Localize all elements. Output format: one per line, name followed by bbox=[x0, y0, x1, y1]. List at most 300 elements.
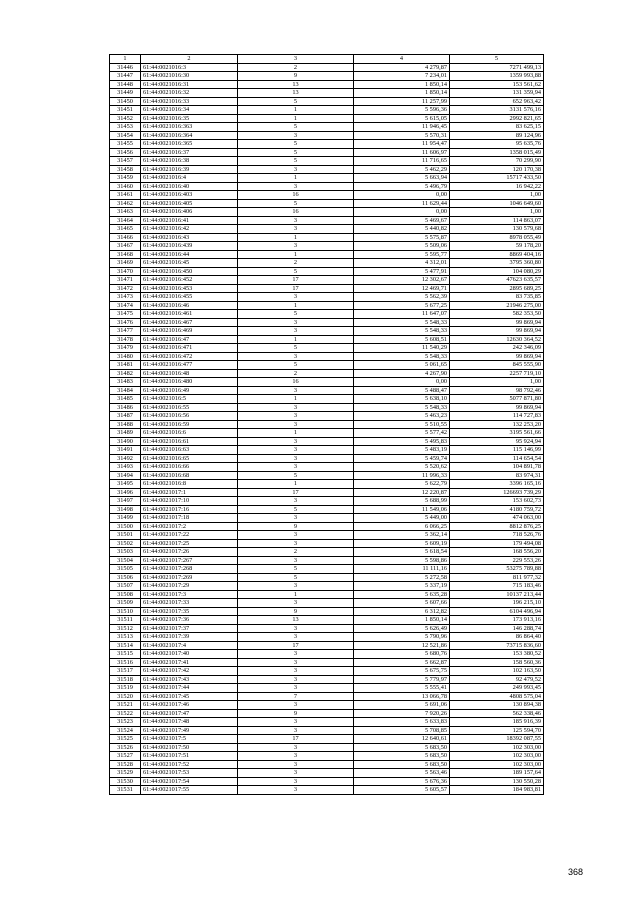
table-row bbox=[110, 718, 544, 727]
cadastral-number-cell: 61:44:0021017:33 bbox=[141, 599, 238, 608]
cadastral-number-cell: 61:44:0021016:37 bbox=[141, 148, 238, 157]
group-code-cell: 2 bbox=[238, 369, 354, 378]
row-number-cell: 31531 bbox=[110, 786, 141, 795]
specific-value-cell: 5 563,46 bbox=[354, 769, 450, 778]
group-code-cell: 1 bbox=[238, 301, 354, 310]
specific-value-cell: 5 607,66 bbox=[354, 599, 450, 608]
table-row bbox=[110, 352, 544, 361]
row-number-cell: 31450 bbox=[110, 97, 141, 106]
table-row bbox=[110, 522, 544, 531]
cadastral-number-cell: 61:44:0021017:268 bbox=[141, 565, 238, 574]
specific-value-cell: 12 302,67 bbox=[354, 276, 450, 285]
group-code-cell: 1 bbox=[238, 106, 354, 115]
table-row bbox=[110, 191, 544, 200]
cadastral-value-cell: 562 338,46 bbox=[450, 709, 544, 718]
specific-value-cell: 11 996,33 bbox=[354, 471, 450, 480]
cadastral-value-cell: 16 942,22 bbox=[450, 182, 544, 191]
cadastral-number-cell: 61:44:0021016:461 bbox=[141, 310, 238, 319]
specific-value-cell: 5 595,77 bbox=[354, 250, 450, 259]
row-number-cell: 31501 bbox=[110, 531, 141, 540]
row-number-cell: 31528 bbox=[110, 760, 141, 769]
group-code-cell: 3 bbox=[238, 658, 354, 667]
group-code-cell: 9 bbox=[238, 522, 354, 531]
row-number-cell: 31510 bbox=[110, 607, 141, 616]
cadastral-value-cell: 120 170,38 bbox=[450, 165, 544, 174]
row-number-cell: 31520 bbox=[110, 692, 141, 701]
table-row bbox=[110, 582, 544, 591]
specific-value-cell: 5 459,74 bbox=[354, 454, 450, 463]
table-row bbox=[110, 769, 544, 778]
row-number-cell: 31479 bbox=[110, 344, 141, 353]
specific-value-cell: 12 640,61 bbox=[354, 735, 450, 744]
cadastral-value-cell: 15717 433,50 bbox=[450, 174, 544, 183]
row-number-cell: 31487 bbox=[110, 412, 141, 421]
group-code-cell: 3 bbox=[238, 531, 354, 540]
cadastral-number-cell: 61:44:0021016:365 bbox=[141, 140, 238, 149]
table-row bbox=[110, 760, 544, 769]
group-code-cell: 17 bbox=[238, 735, 354, 744]
table-row bbox=[110, 650, 544, 659]
cadastral-number-cell: 61:44:0021016:405 bbox=[141, 199, 238, 208]
cadastral-number-cell: 61:44:0021017:52 bbox=[141, 760, 238, 769]
cadastral-value-cell: 89 124,96 bbox=[450, 131, 544, 140]
table-row bbox=[110, 752, 544, 761]
table-row bbox=[110, 743, 544, 752]
group-code-cell: 17 bbox=[238, 276, 354, 285]
cadastral-number-cell: 61:44:0021016:467 bbox=[141, 318, 238, 327]
cadastral-value-cell: 8869 404,16 bbox=[450, 250, 544, 259]
cadastral-value-cell: 132 253,20 bbox=[450, 420, 544, 429]
cadastral-value-cell: 70 299,90 bbox=[450, 157, 544, 166]
row-number-cell: 31503 bbox=[110, 548, 141, 557]
group-code-cell: 3 bbox=[238, 463, 354, 472]
specific-value-cell: 5 683,50 bbox=[354, 743, 450, 752]
row-number-cell: 31484 bbox=[110, 386, 141, 395]
specific-value-cell: 5 680,76 bbox=[354, 650, 450, 659]
specific-value-cell: 11 549,06 bbox=[354, 505, 450, 514]
cadastral-number-cell: 61:44:0021017:46 bbox=[141, 701, 238, 710]
cadastral-number-cell: 61:44:0021017:25 bbox=[141, 539, 238, 548]
group-code-cell: 1 bbox=[238, 480, 354, 489]
cadastral-number-cell: 61:44:0021016:34 bbox=[141, 106, 238, 115]
table-row bbox=[110, 386, 544, 395]
table-row bbox=[110, 157, 544, 166]
cadastral-value-cell: 59 178,20 bbox=[450, 242, 544, 251]
specific-value-cell: 5 609,19 bbox=[354, 539, 450, 548]
table-row bbox=[110, 369, 544, 378]
cadastral-value-cell: 153 561,62 bbox=[450, 80, 544, 89]
row-number-cell: 31512 bbox=[110, 624, 141, 633]
group-code-cell: 16 bbox=[238, 378, 354, 387]
cadastral-value-cell: 99 869,94 bbox=[450, 327, 544, 336]
table-row bbox=[110, 378, 544, 387]
specific-value-cell: 5 577,42 bbox=[354, 429, 450, 438]
cadastral-number-cell: 61:44:0021017:16 bbox=[141, 505, 238, 514]
specific-value-cell: 5 462,29 bbox=[354, 165, 450, 174]
cadastral-number-cell: 61:44:0021016:403 bbox=[141, 191, 238, 200]
table-row bbox=[110, 633, 544, 642]
specific-value-cell: 5 683,50 bbox=[354, 752, 450, 761]
cadastral-number-cell: 61:44:0021016:56 bbox=[141, 412, 238, 421]
group-code-cell: 3 bbox=[238, 318, 354, 327]
cadastral-value-cell: 95 635,76 bbox=[450, 140, 544, 149]
cadastral-value-cell: 99 869,94 bbox=[450, 352, 544, 361]
table-row bbox=[110, 514, 544, 523]
cadastral-value-cell: 5077 871,80 bbox=[450, 395, 544, 404]
cadastral-number-cell: 61:44:0021016:59 bbox=[141, 420, 238, 429]
table-row bbox=[110, 590, 544, 599]
cadastral-number-cell: 61:44:0021016:439 bbox=[141, 242, 238, 251]
row-number-cell: 31508 bbox=[110, 590, 141, 599]
table-row bbox=[110, 335, 544, 344]
group-code-cell: 3 bbox=[238, 165, 354, 174]
specific-value-cell: 5 615,05 bbox=[354, 114, 450, 123]
specific-value-cell: 5 633,83 bbox=[354, 718, 450, 727]
cadastral-value-cell: 718 526,76 bbox=[450, 531, 544, 540]
group-code-cell: 3 bbox=[238, 624, 354, 633]
column-header-3: 3 bbox=[238, 55, 354, 64]
row-number-cell: 31496 bbox=[110, 488, 141, 497]
group-code-cell: 3 bbox=[238, 777, 354, 786]
cadastral-number-cell: 61:44:0021017:5 bbox=[141, 735, 238, 744]
row-number-cell: 31481 bbox=[110, 361, 141, 370]
group-code-cell: 7 bbox=[238, 692, 354, 701]
group-code-cell: 3 bbox=[238, 403, 354, 412]
row-number-cell: 31466 bbox=[110, 233, 141, 242]
table-row bbox=[110, 777, 544, 786]
row-number-cell: 31507 bbox=[110, 582, 141, 591]
cadastral-number-cell: 61:44:0021016:480 bbox=[141, 378, 238, 387]
cadastral-value-cell: 12630 364,52 bbox=[450, 335, 544, 344]
column-header-1: 1 bbox=[110, 55, 141, 64]
table-row bbox=[110, 327, 544, 336]
group-code-cell: 13 bbox=[238, 89, 354, 98]
cadastral-number-cell: 61:44:0021017:3 bbox=[141, 590, 238, 599]
table-row bbox=[110, 293, 544, 302]
table-row bbox=[110, 131, 544, 140]
cadastral-value-table bbox=[109, 54, 544, 795]
cadastral-value-cell: 130 894,38 bbox=[450, 701, 544, 710]
cadastral-number-cell: 61:44:0021017:10 bbox=[141, 497, 238, 506]
table-row bbox=[110, 726, 544, 735]
group-code-cell: 5 bbox=[238, 573, 354, 582]
cadastral-value-cell: 86 864,40 bbox=[450, 633, 544, 642]
row-number-cell: 31527 bbox=[110, 752, 141, 761]
row-number-cell: 31511 bbox=[110, 616, 141, 625]
table-row bbox=[110, 165, 544, 174]
specific-value-cell: 5 605,57 bbox=[354, 786, 450, 795]
table-header-row bbox=[110, 55, 544, 64]
row-number-cell: 31459 bbox=[110, 174, 141, 183]
cadastral-number-cell: 61:44:0021016:364 bbox=[141, 131, 238, 140]
page-number: 368 bbox=[567, 867, 583, 877]
cadastral-value-cell: 153 602,73 bbox=[450, 497, 544, 506]
cadastral-value-cell: 83 625,15 bbox=[450, 123, 544, 132]
table-row bbox=[110, 106, 544, 115]
row-number-cell: 31491 bbox=[110, 446, 141, 455]
cadastral-number-cell: 61:44:0021016:42 bbox=[141, 225, 238, 234]
cadastral-number-cell: 61:44:0021016:406 bbox=[141, 208, 238, 217]
row-number-cell: 31498 bbox=[110, 505, 141, 514]
row-number-cell: 31519 bbox=[110, 684, 141, 693]
table-row bbox=[110, 148, 544, 157]
group-code-cell: 3 bbox=[238, 514, 354, 523]
row-number-cell: 31526 bbox=[110, 743, 141, 752]
table-row bbox=[110, 276, 544, 285]
table-row bbox=[110, 641, 544, 650]
cadastral-value-cell: 229 553,26 bbox=[450, 556, 544, 565]
cadastral-number-cell: 61:44:0021017:42 bbox=[141, 667, 238, 676]
specific-value-cell: 0,00 bbox=[354, 191, 450, 200]
row-number-cell: 31478 bbox=[110, 335, 141, 344]
cadastral-number-cell: 61:44:0021016:3 bbox=[141, 63, 238, 72]
table-row bbox=[110, 735, 544, 744]
cadastral-value-cell: 99 869,94 bbox=[450, 318, 544, 327]
table-row bbox=[110, 463, 544, 472]
table-row bbox=[110, 72, 544, 81]
group-code-cell: 5 bbox=[238, 267, 354, 276]
cadastral-value-cell: 130 550,28 bbox=[450, 777, 544, 786]
table-row bbox=[110, 225, 544, 234]
cadastral-value-cell: 1,00 bbox=[450, 378, 544, 387]
specific-value-cell: 5 483,19 bbox=[354, 446, 450, 455]
cadastral-value-cell: 115 146,99 bbox=[450, 446, 544, 455]
group-code-cell: 3 bbox=[238, 684, 354, 693]
table-row bbox=[110, 616, 544, 625]
cadastral-value-cell: 83 974,31 bbox=[450, 471, 544, 480]
cadastral-value-cell: 104 080,29 bbox=[450, 267, 544, 276]
group-code-cell: 1 bbox=[238, 335, 354, 344]
table-row bbox=[110, 573, 544, 582]
row-number-cell: 31524 bbox=[110, 726, 141, 735]
row-number-cell: 31488 bbox=[110, 420, 141, 429]
cadastral-value-cell: 99 869,94 bbox=[450, 403, 544, 412]
group-code-cell: 3 bbox=[238, 633, 354, 642]
specific-value-cell: 5 688,99 bbox=[354, 497, 450, 506]
group-code-cell: 16 bbox=[238, 191, 354, 200]
cadastral-value-cell: 1359 993,88 bbox=[450, 72, 544, 81]
cadastral-number-cell: 61:44:0021016:63 bbox=[141, 446, 238, 455]
row-number-cell: 31492 bbox=[110, 454, 141, 463]
cadastral-number-cell: 61:44:0021017:22 bbox=[141, 531, 238, 540]
specific-value-cell: 5 596,36 bbox=[354, 106, 450, 115]
cadastral-number-cell: 61:44:0021016:39 bbox=[141, 165, 238, 174]
group-code-cell: 3 bbox=[238, 182, 354, 191]
row-number-cell: 31523 bbox=[110, 718, 141, 727]
table-row bbox=[110, 310, 544, 319]
specific-value-cell: 7 920,26 bbox=[354, 709, 450, 718]
group-code-cell: 3 bbox=[238, 131, 354, 140]
specific-value-cell: 1 850,14 bbox=[354, 616, 450, 625]
row-number-cell: 31486 bbox=[110, 403, 141, 412]
table-row bbox=[110, 471, 544, 480]
row-number-cell: 31473 bbox=[110, 293, 141, 302]
specific-value-cell: 5 509,06 bbox=[354, 242, 450, 251]
group-code-cell: 3 bbox=[238, 786, 354, 795]
cadastral-number-cell: 61:44:0021017:55 bbox=[141, 786, 238, 795]
group-code-cell: 1 bbox=[238, 114, 354, 123]
row-number-cell: 31522 bbox=[110, 709, 141, 718]
group-code-cell: 17 bbox=[238, 641, 354, 650]
cadastral-number-cell: 61:44:0021016:43 bbox=[141, 233, 238, 242]
specific-value-cell: 12 469,71 bbox=[354, 284, 450, 293]
row-number-cell: 31513 bbox=[110, 633, 141, 642]
specific-value-cell: 5 575,87 bbox=[354, 233, 450, 242]
group-code-cell: 3 bbox=[238, 667, 354, 676]
table-row bbox=[110, 97, 544, 106]
group-code-cell: 3 bbox=[238, 752, 354, 761]
cadastral-value-cell: 21946 275,00 bbox=[450, 301, 544, 310]
table-row bbox=[110, 786, 544, 795]
cadastral-number-cell: 61:44:0021016:49 bbox=[141, 386, 238, 395]
specific-value-cell: 5 663,94 bbox=[354, 174, 450, 183]
row-number-cell: 31518 bbox=[110, 675, 141, 684]
row-number-cell: 31530 bbox=[110, 777, 141, 786]
row-number-cell: 31475 bbox=[110, 310, 141, 319]
table-row bbox=[110, 420, 544, 429]
group-code-cell: 17 bbox=[238, 488, 354, 497]
group-code-cell: 3 bbox=[238, 412, 354, 421]
group-code-cell: 16 bbox=[238, 208, 354, 217]
cadastral-number-cell: 61:44:0021017:269 bbox=[141, 573, 238, 582]
group-code-cell: 2 bbox=[238, 63, 354, 72]
table-row bbox=[110, 607, 544, 616]
cadastral-value-cell: 158 560,36 bbox=[450, 658, 544, 667]
cadastral-number-cell: 61:44:0021016:68 bbox=[141, 471, 238, 480]
row-number-cell: 31455 bbox=[110, 140, 141, 149]
table-row bbox=[110, 531, 544, 540]
specific-value-cell: 4 267,90 bbox=[354, 369, 450, 378]
cadastral-value-cell: 242 346,09 bbox=[450, 344, 544, 353]
group-code-cell: 1 bbox=[238, 174, 354, 183]
cadastral-value-cell: 98 792,46 bbox=[450, 386, 544, 395]
specific-value-cell: 5 677,25 bbox=[354, 301, 450, 310]
group-code-cell: 3 bbox=[238, 225, 354, 234]
cadastral-value-cell: 73715 836,60 bbox=[450, 641, 544, 650]
column-header-2: 2 bbox=[141, 55, 238, 64]
group-code-cell: 3 bbox=[238, 352, 354, 361]
cadastral-value-cell: 47623 635,57 bbox=[450, 276, 544, 285]
cadastral-value-cell: 102 303,00 bbox=[450, 743, 544, 752]
group-code-cell: 13 bbox=[238, 616, 354, 625]
cadastral-value-cell: 168 556,20 bbox=[450, 548, 544, 557]
specific-value-cell: 0,00 bbox=[354, 208, 450, 217]
row-number-cell: 31489 bbox=[110, 429, 141, 438]
specific-value-cell: 5 691,06 bbox=[354, 701, 450, 710]
group-code-cell: 9 bbox=[238, 72, 354, 81]
specific-value-cell: 4 312,01 bbox=[354, 259, 450, 268]
cadastral-value-cell: 102 163,50 bbox=[450, 667, 544, 676]
group-code-cell: 3 bbox=[238, 701, 354, 710]
group-code-cell: 5 bbox=[238, 471, 354, 480]
group-code-cell: 3 bbox=[238, 446, 354, 455]
cadastral-value-cell: 249 993,45 bbox=[450, 684, 544, 693]
cadastral-number-cell: 61:44:0021017:2 bbox=[141, 522, 238, 531]
specific-value-cell: 11 629,44 bbox=[354, 199, 450, 208]
group-code-cell: 3 bbox=[238, 293, 354, 302]
specific-value-cell: 11 946,45 bbox=[354, 123, 450, 132]
cadastral-number-cell: 61:44:0021016:5 bbox=[141, 395, 238, 404]
cadastral-number-cell: 61:44:0021017:48 bbox=[141, 718, 238, 727]
cadastral-number-cell: 61:44:0021016:35 bbox=[141, 114, 238, 123]
cadastral-value-cell: 8812 876,25 bbox=[450, 522, 544, 531]
group-code-cell: 5 bbox=[238, 505, 354, 514]
cadastral-value-cell: 4808 575,04 bbox=[450, 692, 544, 701]
group-code-cell: 9 bbox=[238, 709, 354, 718]
cadastral-number-cell: 61:44:0021016:469 bbox=[141, 327, 238, 336]
group-code-cell: 3 bbox=[238, 582, 354, 591]
table-row bbox=[110, 174, 544, 183]
group-code-cell: 3 bbox=[238, 599, 354, 608]
cadastral-number-cell: 61:44:0021017:36 bbox=[141, 616, 238, 625]
specific-value-cell: 5 440,82 bbox=[354, 225, 450, 234]
row-number-cell: 31467 bbox=[110, 242, 141, 251]
specific-value-cell: 5 779,97 bbox=[354, 675, 450, 684]
row-number-cell: 31452 bbox=[110, 114, 141, 123]
cadastral-value-cell: 95 924,94 bbox=[450, 437, 544, 446]
table-row bbox=[110, 216, 544, 225]
cadastral-value-cell: 184 983,81 bbox=[450, 786, 544, 795]
table-row bbox=[110, 250, 544, 259]
cadastral-value-cell: 104 891,78 bbox=[450, 463, 544, 472]
table-row bbox=[110, 114, 544, 123]
cadastral-number-cell: 61:44:0021016:61 bbox=[141, 437, 238, 446]
group-code-cell: 5 bbox=[238, 199, 354, 208]
cadastral-value-cell: 102 303,00 bbox=[450, 760, 544, 769]
group-code-cell: 3 bbox=[238, 242, 354, 251]
cadastral-value-cell: 582 353,50 bbox=[450, 310, 544, 319]
group-code-cell: 9 bbox=[238, 607, 354, 616]
specific-value-cell: 11 606,97 bbox=[354, 148, 450, 157]
cadastral-number-cell: 61:44:0021016:4 bbox=[141, 174, 238, 183]
cadastral-number-cell: 61:44:0021016:8 bbox=[141, 480, 238, 489]
specific-value-cell: 5 598,86 bbox=[354, 556, 450, 565]
cadastral-value-cell: 114 727,83 bbox=[450, 412, 544, 421]
specific-value-cell: 5 488,47 bbox=[354, 386, 450, 395]
row-number-cell: 31485 bbox=[110, 395, 141, 404]
column-header-5: 5 bbox=[450, 55, 544, 64]
cadastral-number-cell: 61:44:0021017:29 bbox=[141, 582, 238, 591]
cadastral-value-cell: 196 215,10 bbox=[450, 599, 544, 608]
cadastral-number-cell: 61:44:0021017:44 bbox=[141, 684, 238, 693]
table-row bbox=[110, 208, 544, 217]
cadastral-number-cell: 61:44:0021016:48 bbox=[141, 369, 238, 378]
table-row bbox=[110, 599, 544, 608]
specific-value-cell: 5 463,23 bbox=[354, 412, 450, 421]
specific-value-cell: 5 469,67 bbox=[354, 216, 450, 225]
table-row bbox=[110, 505, 544, 514]
cadastral-number-cell: 61:44:0021016:40 bbox=[141, 182, 238, 191]
group-code-cell: 3 bbox=[238, 726, 354, 735]
specific-value-cell: 5 608,51 bbox=[354, 335, 450, 344]
group-code-cell: 5 bbox=[238, 157, 354, 166]
group-code-cell: 3 bbox=[238, 718, 354, 727]
row-number-cell: 31490 bbox=[110, 437, 141, 446]
specific-value-cell: 5 638,10 bbox=[354, 395, 450, 404]
group-code-cell: 2 bbox=[238, 548, 354, 557]
cadastral-number-cell: 61:44:0021017:35 bbox=[141, 607, 238, 616]
specific-value-cell: 5 622,79 bbox=[354, 480, 450, 489]
row-number-cell: 31469 bbox=[110, 259, 141, 268]
table-row bbox=[110, 709, 544, 718]
row-number-cell: 31497 bbox=[110, 497, 141, 506]
table-row bbox=[110, 437, 544, 446]
group-code-cell: 5 bbox=[238, 97, 354, 106]
column-header-4: 4 bbox=[354, 55, 450, 64]
cadastral-number-cell: 61:44:0021017:40 bbox=[141, 650, 238, 659]
cadastral-value-cell: 153 380,52 bbox=[450, 650, 544, 659]
specific-value-cell: 5 675,75 bbox=[354, 667, 450, 676]
